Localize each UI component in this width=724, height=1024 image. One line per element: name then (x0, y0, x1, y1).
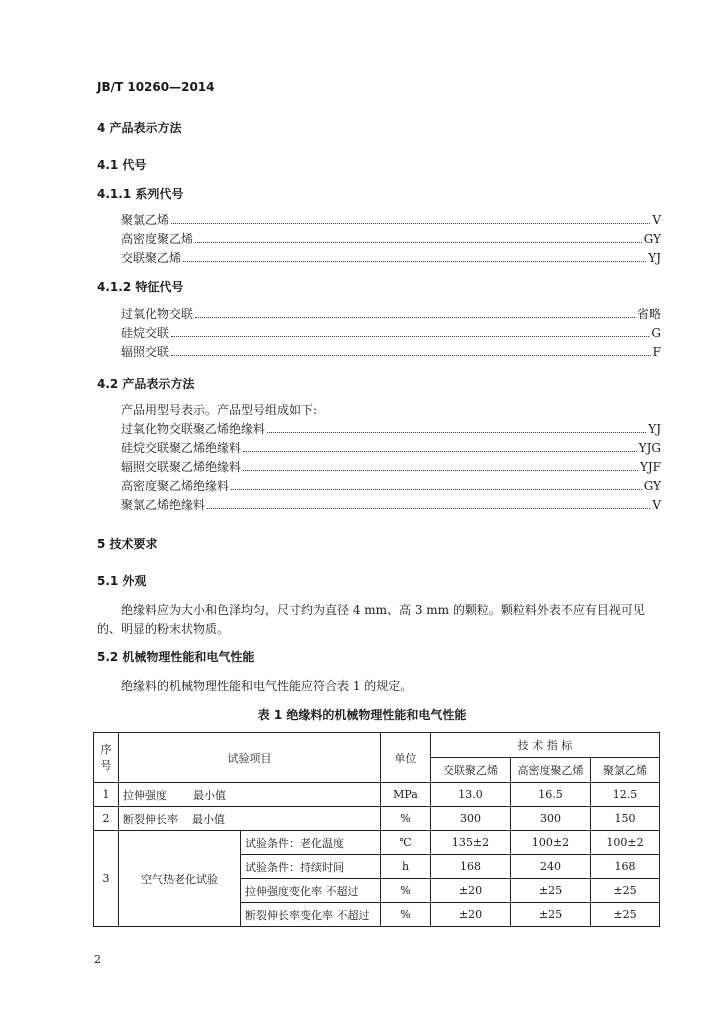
cell-sub-item: 试验条件：持续时间 (241, 855, 381, 879)
series-code-line (121, 211, 661, 227)
page-number: 2 (94, 953, 101, 966)
leader-dots (171, 223, 650, 224)
feature-code-line (121, 305, 661, 321)
header-technical-spec: 技 术 指 标 (431, 733, 660, 758)
series-label: 交联聚乙烯 (121, 251, 182, 265)
cell-value: 135±2 (431, 831, 511, 855)
header-test-item: 试验项目 (119, 733, 381, 783)
cell-value: 16.5 (511, 783, 591, 807)
feature-label: 过氧化物交联 (121, 307, 194, 321)
feature-label: 辐照交联 (121, 345, 170, 359)
leader-dots (171, 355, 651, 356)
section-5-1-heading: 5.1 外观 (97, 574, 147, 588)
cell-value: 13.0 (431, 783, 511, 807)
section-4-heading: 4 产品表示方法 (97, 121, 182, 135)
table-row (94, 831, 660, 855)
section-4-2-heading: 4.2 产品表示方法 (97, 377, 195, 391)
feature-label: 硅烷交联 (121, 326, 170, 340)
item-name: 拉伸强度 (123, 788, 167, 802)
leader-dots (195, 242, 642, 243)
cell-unit: MPa (381, 783, 431, 807)
cell-value: 240 (511, 855, 591, 879)
appearance-paragraph-line-1: 绝缘料应为大小和色泽均匀，尺寸约为直径 4 mm、高 3 mm 的颗粒。颗粒料外表不应有目视可见 (121, 603, 645, 617)
cell-value: 100±2 (591, 831, 660, 855)
cell-sub-item: 断裂伸长率变化率 不超过 (241, 903, 381, 927)
series-label: 高密度聚乙烯 (121, 232, 194, 246)
cell-seq: 3 (94, 831, 119, 927)
model-code: GY (643, 479, 661, 493)
standard-number: JB/T 10260—2014 (97, 80, 215, 94)
leader-dots (183, 261, 646, 262)
feature-code: G (651, 326, 661, 340)
cell-item (119, 807, 381, 831)
properties-table (93, 732, 660, 927)
model-code-line (121, 420, 661, 436)
cell-value: 168 (591, 855, 660, 879)
header-unit: 单位 (381, 733, 431, 783)
cell-value: ±25 (511, 903, 591, 927)
feature-code-line (121, 343, 661, 359)
cell-value: 300 (511, 807, 591, 831)
leader-dots (267, 432, 646, 433)
model-label: 高密度聚乙烯绝缘料 (121, 479, 230, 493)
table-row (94, 807, 660, 831)
header-pvc: 聚氯乙烯 (591, 758, 660, 783)
feature-code: F (652, 345, 661, 359)
item-qualifier: 最小值 (192, 812, 225, 826)
model-label: 硅烷交联聚乙烯绝缘料 (121, 441, 242, 455)
cell-group: 空气热老化试验 (119, 831, 241, 927)
model-intro-text: 产品用型号表示。产品型号组成如下: (121, 403, 318, 417)
series-code-line (121, 230, 661, 246)
cell-value: ±25 (591, 903, 660, 927)
feature-code-line (121, 324, 661, 340)
model-code-line (121, 496, 661, 512)
series-code: V (652, 213, 661, 227)
model-code: YJF (639, 460, 661, 474)
cell-value: 150 (591, 807, 660, 831)
cell-unit: ℃ (381, 831, 431, 855)
section-5-2-heading: 5.2 机械物理性能和电气性能 (97, 650, 255, 664)
cell-sub-item: 拉伸强度变化率 不超过 (241, 879, 381, 903)
cell-value: 100±2 (511, 831, 591, 855)
section-4-1-heading: 4.1 代号 (97, 158, 147, 172)
series-code-line (121, 249, 661, 265)
leader-dots (231, 489, 642, 490)
cell-value: 168 (431, 855, 511, 879)
series-code: GY (643, 232, 661, 246)
model-label: 过氧化物交联聚乙烯绝缘料 (121, 422, 266, 436)
model-label: 聚氯乙烯绝缘料 (121, 498, 206, 512)
cell-value: ±20 (431, 903, 511, 927)
leader-dots (243, 451, 637, 452)
cell-seq: 2 (94, 807, 119, 831)
cell-value: ±25 (511, 879, 591, 903)
section-4-1-2-heading: 4.1.2 特征代号 (97, 280, 184, 294)
table-row (94, 783, 660, 807)
header-hdpe: 高密度聚乙烯 (511, 758, 591, 783)
leader-dots (195, 317, 635, 318)
cell-unit: % (381, 903, 431, 927)
cell-value: ±20 (431, 879, 511, 903)
series-label: 聚氯乙烯 (121, 213, 170, 227)
item-qualifier: 最小值 (193, 788, 226, 802)
cell-unit: % (381, 807, 431, 831)
model-code: V (652, 498, 661, 512)
model-code-line (121, 477, 661, 493)
cell-unit: % (381, 879, 431, 903)
leader-dots (207, 508, 650, 509)
cell-item (119, 783, 381, 807)
leader-dots (243, 470, 638, 471)
header-seq: 序号 (94, 733, 119, 783)
section-4-1-1-heading: 4.1.1 系列代号 (97, 187, 184, 201)
table-caption: 表 1 绝缘料的机械物理性能和电气性能 (257, 708, 467, 722)
section-5-heading: 5 技术要求 (97, 537, 158, 551)
cell-sub-item: 试验条件：老化温度 (241, 831, 381, 855)
model-code-line (121, 458, 661, 474)
cell-value: 12.5 (591, 783, 660, 807)
properties-paragraph: 绝缘料的机械物理性能和电气性能应符合表 1 的规定。 (121, 679, 413, 693)
cell-value: ±25 (591, 879, 660, 903)
cell-value: 300 (431, 807, 511, 831)
model-label: 辐照交联聚乙烯绝缘料 (121, 460, 242, 474)
model-code: YJG (638, 441, 661, 455)
leader-dots (171, 336, 649, 337)
series-code: YJ (648, 251, 661, 265)
feature-code: 省略 (636, 307, 661, 321)
appearance-paragraph-line-2: 的、明显的粉末状物质。 (97, 622, 230, 636)
model-code-line (121, 439, 661, 455)
model-code: YJ (648, 422, 661, 436)
cell-unit: h (381, 855, 431, 879)
header-xlpe: 交联聚乙烯 (431, 758, 511, 783)
cell-seq: 1 (94, 783, 119, 807)
item-name: 断裂伸长率 (123, 812, 178, 826)
table-header-row (94, 733, 660, 758)
